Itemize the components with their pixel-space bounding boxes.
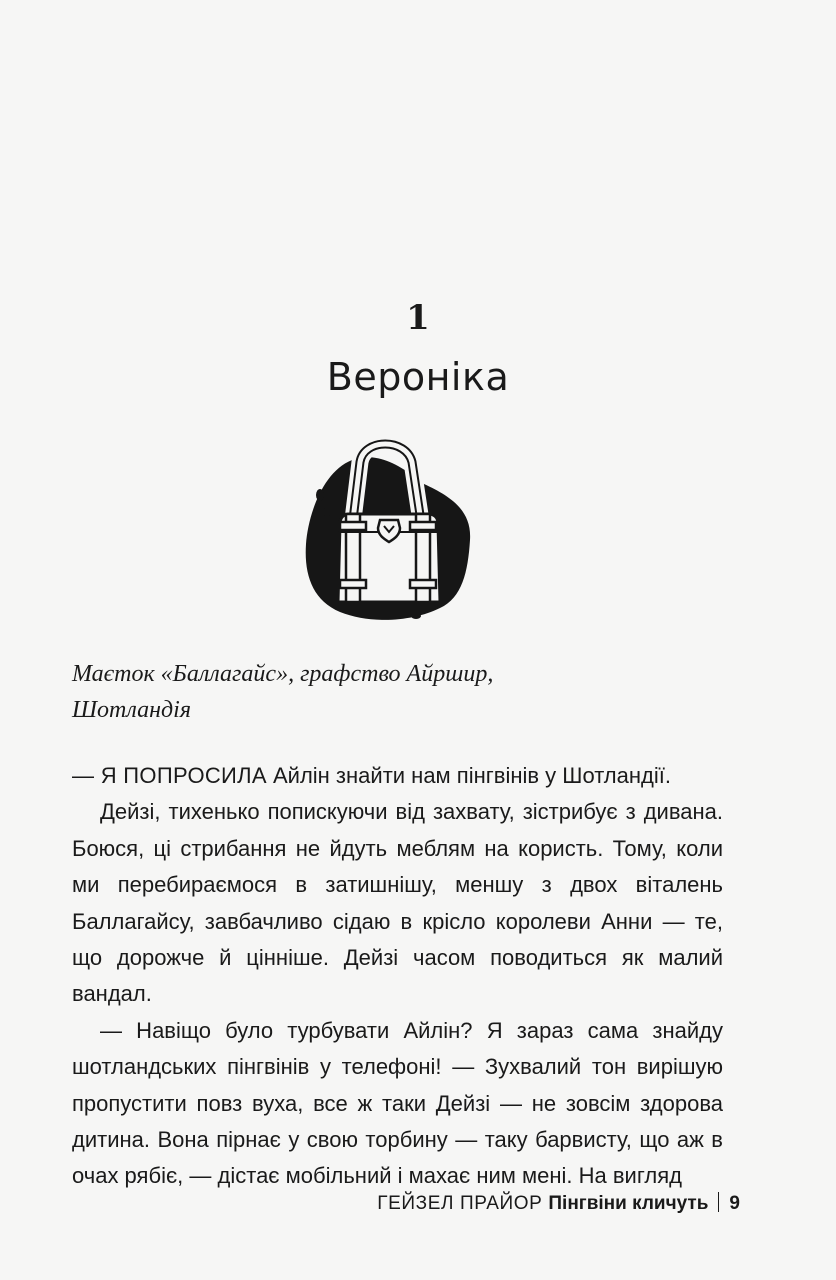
body-text	[72, 758, 723, 1195]
paragraph: Дейзі, тихенько попискуючи від захвату, зістрибує з дивана. Боюся, ці стрибання не йдуть меблям на користь. Тому, коли ми перебираємося в затишнішу, меншу з двох віталень Баллагайсу, завбачливо сідаю в крісло королеви Анни — те, що дорожче й цінніше. Дейзі часом поводиться як малий вандал.	[72, 799, 723, 1007]
emblem-drop	[324, 508, 331, 517]
paragraph: — Навіщо було турбувати Айлін? Я зараз сама знайду шотландських пінгвінів у телефоні! — Зухвалий тон вирішую пропустити повз вуха, все ж таки Дейзі — не зовсім здорова дитина. Вона пірнає у свою торбину — таку барвисту, що аж в очах рябіє, — дістає мобільний і махає ним мені. На вигляд	[72, 1017, 723, 1189]
emblem-drop	[411, 613, 421, 619]
footer-separator	[718, 1192, 719, 1212]
chapter-number: 1	[406, 298, 430, 338]
bag-buckle	[340, 580, 366, 588]
footer-author: ГЕЙЗЕЛ ПРАЙОР	[377, 1193, 543, 1214]
paragraph	[72, 758, 723, 794]
footer-book-title: Пінгвіни кличуть	[548, 1193, 709, 1214]
location-line: Маєток «Баллагайс», графство Айршир,	[72, 661, 494, 687]
page-number: 9	[729, 1193, 740, 1214]
chapter-title: Вероніка	[326, 355, 510, 399]
emblem-drop	[316, 489, 324, 501]
bag-buckle	[410, 522, 436, 530]
bag-buckle	[410, 580, 436, 588]
paragraph-lead: — Я ПОПРОСИЛА	[72, 763, 267, 788]
travel-bag-icon	[300, 432, 472, 632]
running-footer	[377, 1191, 740, 1217]
location-caption	[72, 656, 752, 728]
location-line: Шотландія	[72, 697, 191, 723]
bag-buckle	[340, 522, 366, 530]
paragraph-text: Айлін знайти нам пінгвінів у Шотландії.	[266, 763, 671, 788]
